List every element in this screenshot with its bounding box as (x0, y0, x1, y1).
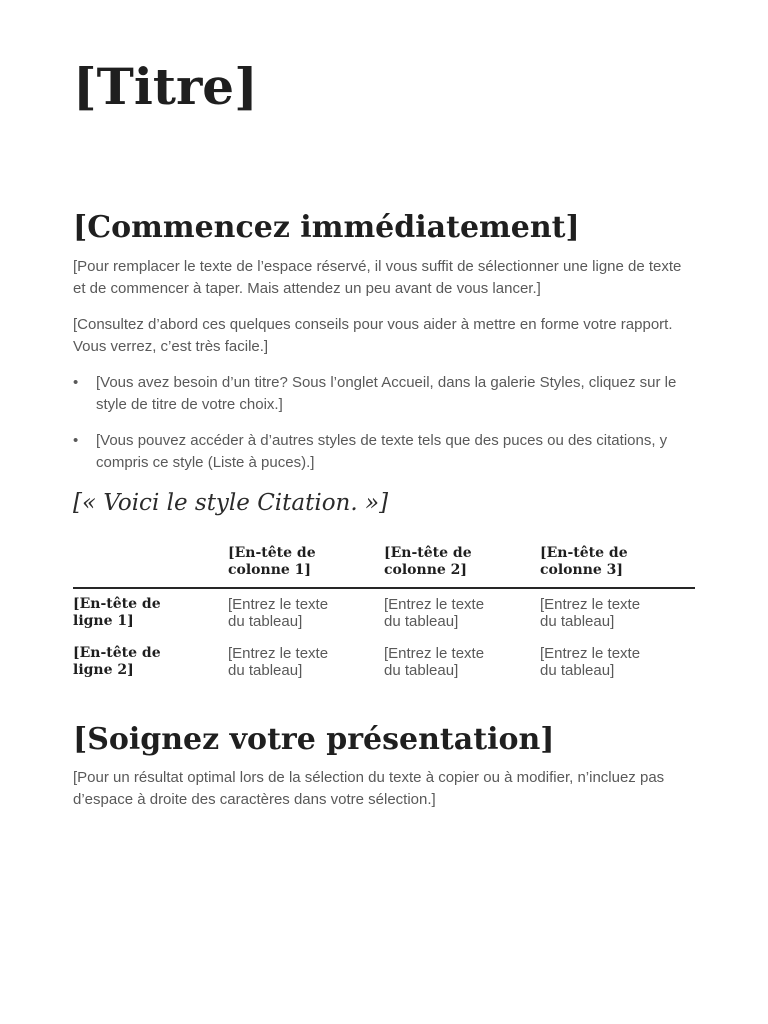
column-header[interactable] (540, 545, 695, 588)
column-header-text: [En-tête de colonne 3] (540, 545, 628, 578)
bullet-icon: • (73, 432, 79, 449)
section-heading-presentation[interactable]: [Soignez votre présentation] (73, 722, 555, 757)
row-header[interactable] (73, 645, 228, 679)
table-cell[interactable] (540, 645, 695, 679)
table-cell[interactable] (228, 645, 384, 679)
table-cell[interactable] (384, 588, 540, 645)
table-cell-text: [Entrez le texte du tableau] (384, 596, 485, 630)
table-row (73, 645, 695, 679)
bullet-item-text: [Vous pouvez accéder à d’autres styles de texte tels que des puces ou des citations, y compris ce style (Liste à puces).] (96, 432, 668, 471)
table-cell-text: [Entrez le texte du tableau] (540, 596, 641, 630)
table-cell[interactable] (540, 588, 695, 645)
table-cell-text: [Entrez le texte du tableau] (228, 645, 329, 679)
table-cell-text: [Entrez le texte du tableau] (540, 645, 641, 679)
body-paragraph-1[interactable]: [Pour remplacer le texte de l’espace réservé, il vous suffit de sélectionner une ligne de texte et de commencer à taper. Mais attendez un peu avant de vous lancer.] (73, 258, 682, 297)
data-table (73, 545, 695, 679)
column-header-text: [En-tête de colonne 2] (384, 545, 472, 578)
bullet-item-text: [Vous avez besoin d’un titre? Sous l’onglet Accueil, dans la galerie Styles, cliquez sur le style de titre de votre choix.] (96, 374, 677, 413)
table-cell[interactable] (384, 645, 540, 679)
table-header-row (73, 545, 695, 588)
column-header[interactable] (384, 545, 540, 588)
body-paragraph-3[interactable]: [Pour un résultat optimal lors de la sélection du texte à copier ou à modifier, n’incluez pas d’espace à droite des caractères dans votre sélection.] (73, 769, 665, 808)
bullet-list (73, 372, 695, 488)
document-title[interactable]: [Titre] (73, 57, 258, 116)
quote-text[interactable]: [« Voici le style Citation. »] (73, 490, 389, 516)
table-cell-text: [Entrez le texte du tableau] (228, 596, 329, 630)
row-header-text: [En-tête de ligne 2] (73, 645, 161, 678)
table-corner-cell[interactable] (73, 545, 228, 588)
bullet-item[interactable] (73, 430, 695, 474)
bullet-icon: • (73, 374, 79, 391)
table-cell[interactable] (228, 588, 384, 645)
bullet-item[interactable] (73, 372, 695, 416)
column-header[interactable] (228, 545, 384, 588)
table-row (73, 588, 695, 645)
column-header-text: [En-tête de colonne 1] (228, 545, 316, 578)
row-header[interactable] (73, 588, 228, 645)
row-header-text: [En-tête de ligne 1] (73, 596, 161, 629)
body-paragraph-2[interactable]: [Consultez d’abord ces quelques conseils pour vous aider à mettre en forme votre rapport. Vous verrez, c’est très facile.] (73, 316, 673, 355)
section-heading-get-started[interactable]: [Commencez immédiatement] (73, 210, 580, 245)
table-cell-text: [Entrez le texte du tableau] (384, 645, 485, 679)
